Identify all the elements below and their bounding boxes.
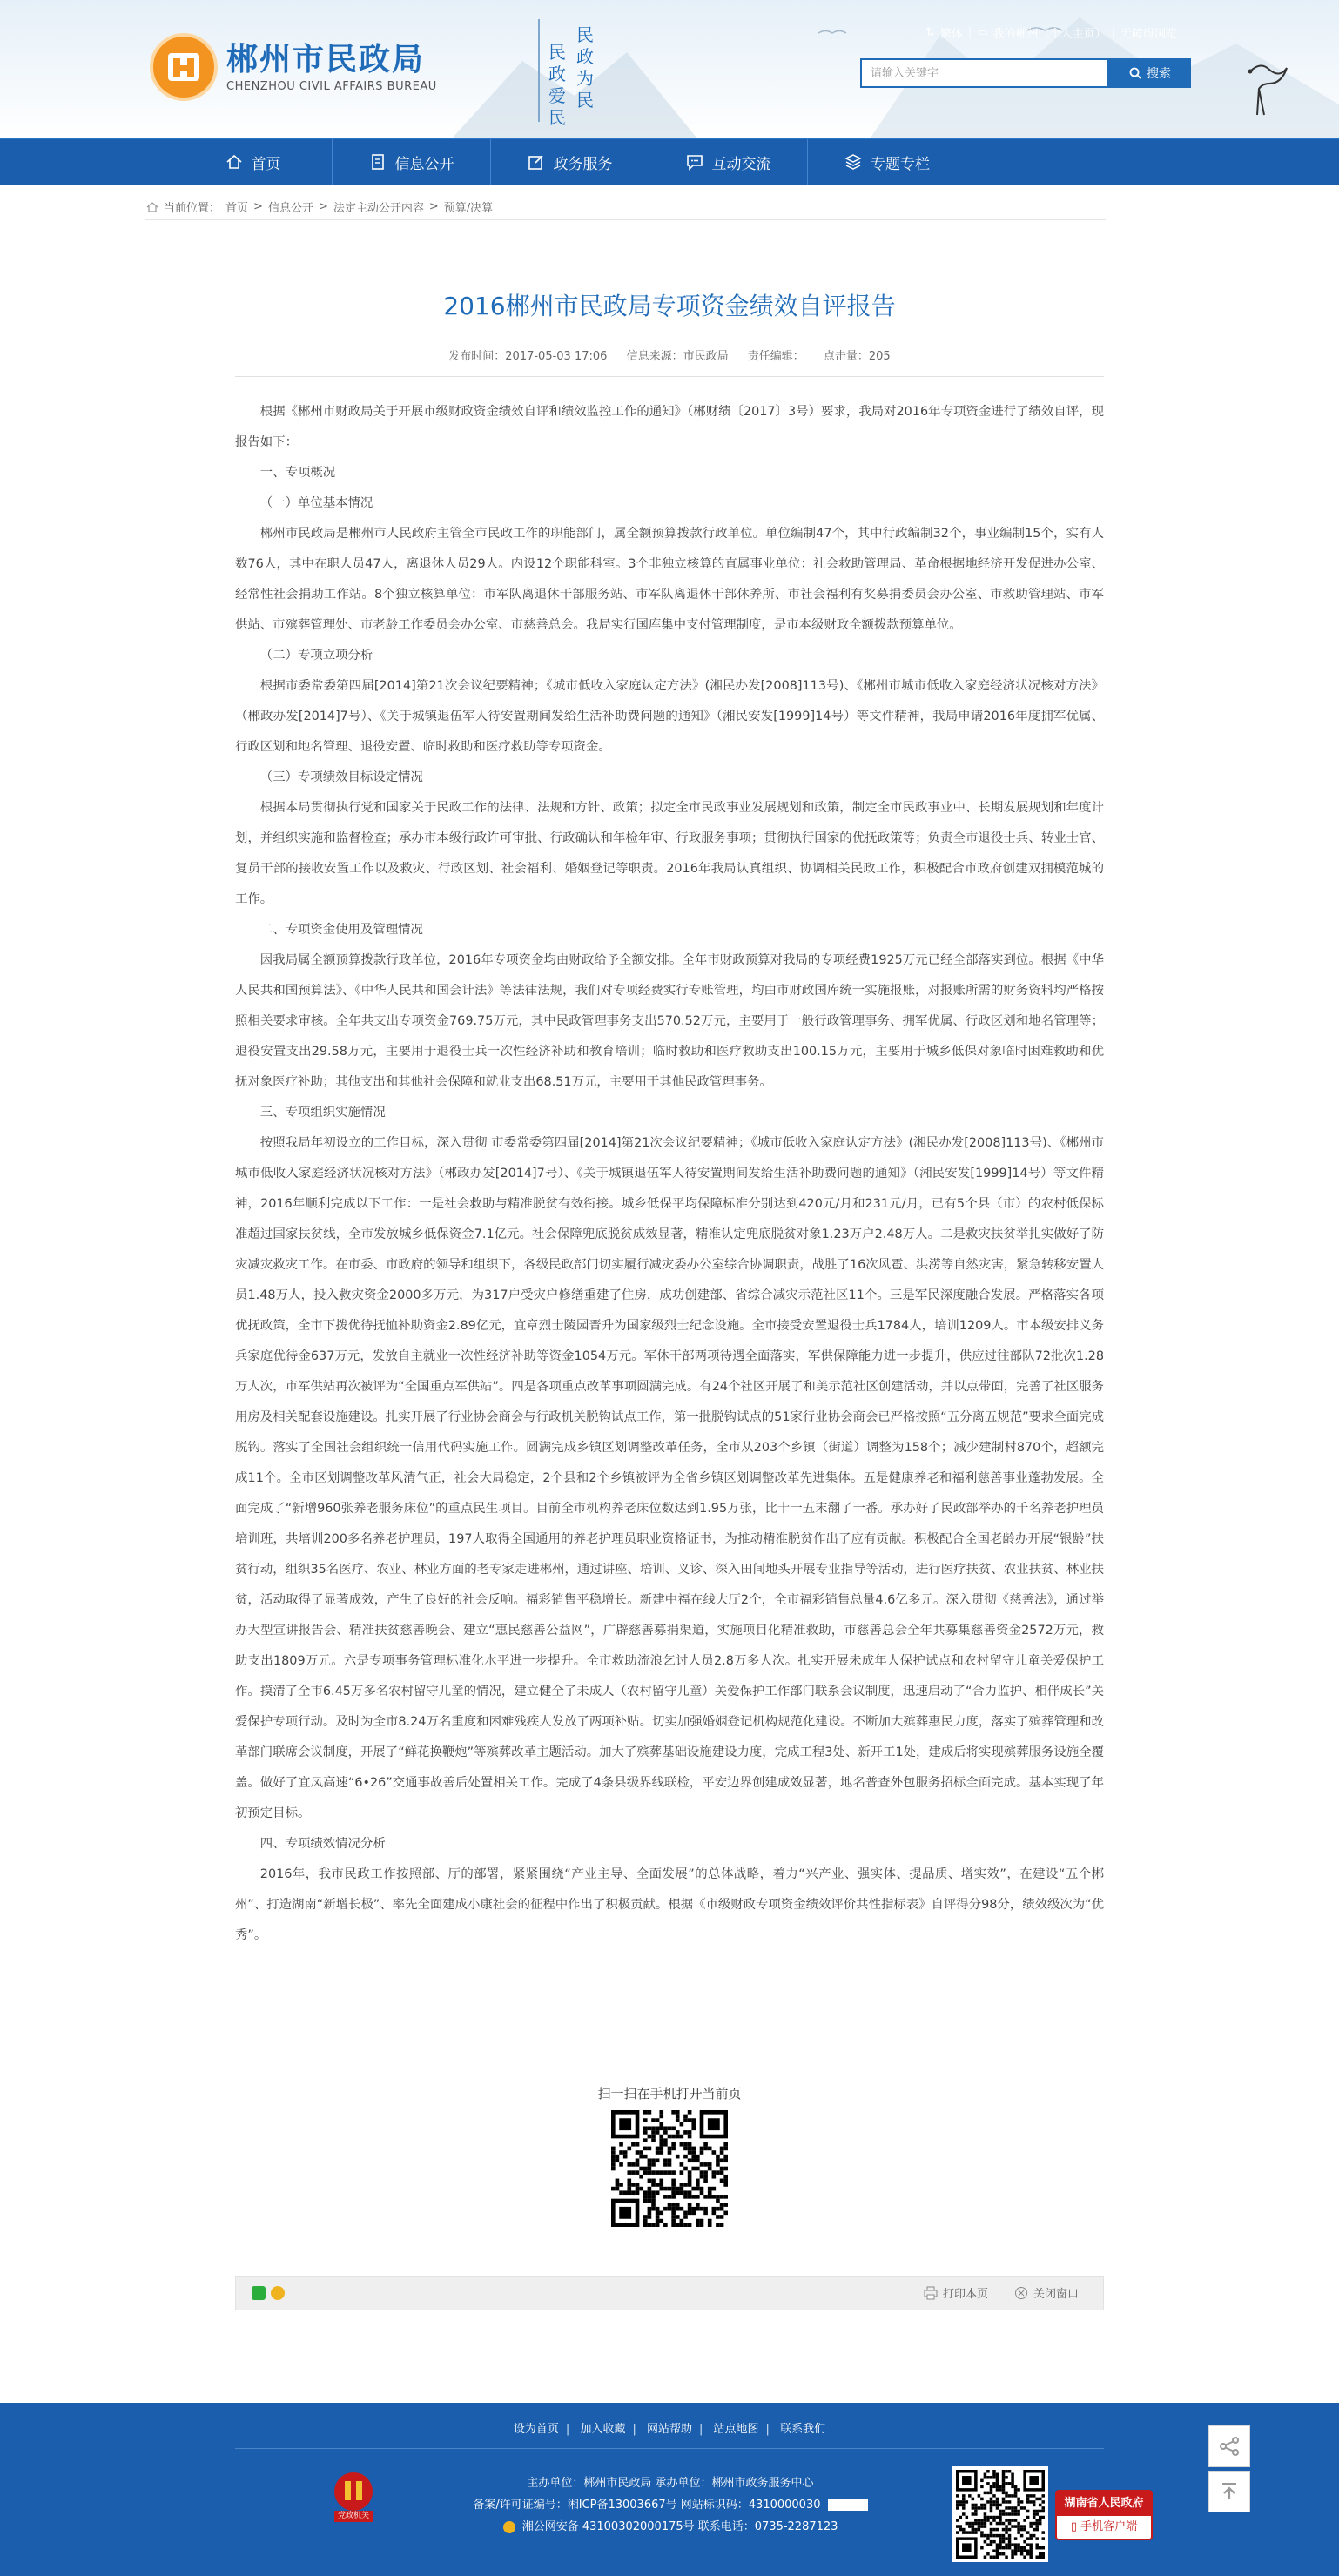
top-links [925, 24, 1177, 41]
close-label: 关闭窗口 [1033, 2288, 1080, 2301]
slogan-left: 民政爱民 [548, 42, 566, 128]
client-badge-subtitle [1057, 2516, 1151, 2539]
police-info [409, 2516, 932, 2538]
article-subheading: （一）单位基本情况 [259, 496, 373, 510]
monitor-icon: ▭ [977, 26, 988, 39]
breadcrumb-sep: > [428, 200, 439, 213]
qr-caption: 扫一扫在手机打开当前页 [597, 2086, 742, 2102]
print-label: 打印本页 [943, 2288, 989, 2301]
breadcrumb-sep: > [253, 200, 263, 213]
separator: | [632, 2423, 636, 2436]
document-icon [369, 153, 387, 171]
info-source: 信息来源：市民政局 [626, 350, 729, 363]
logo-icon [163, 46, 205, 88]
close-window-button[interactable] [1014, 2284, 1079, 2301]
float-share-button[interactable] [1208, 2425, 1250, 2467]
nav-info-disclosure[interactable] [333, 139, 491, 185]
crane-icon [1243, 54, 1292, 117]
layers-icon [844, 153, 862, 171]
slogan [538, 19, 601, 128]
nav-home[interactable] [174, 139, 333, 185]
back-to-top-button[interactable] [1208, 2471, 1250, 2512]
nav-gov-services-label: 政务服务 [553, 155, 613, 173]
article-paragraph: 按照我局年初设立的工作目标，深入贯彻 市委常委第四届[2014]第21次会议纪要精神；《城市低收入家庭认定方法》(湘民办发[2008]113号)、《郴州市城市低收入家庭经济状况核对方法》（郴政办发[2014]7号）、《关于城镇退伍军人待安置期间发给生活补助费问题的通知》（湘民安发[1999]14号）等文件精神，2016年顺利完成以下工作：一是社会救助与精准脱贫有效衔接。城乡低保平均保障标准分别达到420元/月和231元/月，已有5个县（市）的农村低保标准超过国家扶贫线，全市发放城乡低保资金7.1亿元。社会保障兜底脱贫成效显著，精准认定兜底脱贫对象1.23万户2.48万人。二是救灾扶贫举扎实做好了防灾减灾救灾工作。在市委、市政府的领导和组织下，各级民政部门切实履行减灾委办公室综合协调职责，战胜了16次风雹、洪涝等自然灾害，紧急转移安置人员1.48万人，投入救灾资金2000多万元，为317户受灾户修缮重建了住房，成功创建部、省综合减灾示范社区11个。三是军民深度融合发展。严格落实各项优抚政策，全市下拨优待抚恤补助资金2.89亿元，宜章烈士陵园晋升为国家级烈士纪念设施。全市接受安置退役士兵1784人，培训1209人。市本级安排义务兵家庭优待金637万元，发放自主就业一次性经济补助等资金1054万元。军休干部两项待遇全面落实，军供保障能力进一步提升，供应过往部队72批次1.28万人次，市军供站再次被评为“全国重点军供站”。四是各项重点改革事项圆满完成。有24个社区开展了和美示范社区创建活动，并以点带面，完善了社区服务用房及相关配套设施建设。扎实开展了行业协会商会与行政机关脱钩试点工作，第一批脱钩试点的51家行业协会商会已严格按照“五分离五规范”要求全面完成脱钩。落实了全国社会组织统一信用代码实施工作。圆满完成乡镇区划调整改革任务，全市从203个乡镇（街道）调整为158个；减少建制村870个，超额完成11个。全市区划调整改革风清气正，社会大局稳定，2个县和2个乡镇被评为全省乡镇区划调整改革先进集体。五是健康养老和福利慈善事业蓬勃发展。全面完成了“新增960张养老服务床位”的重点民生项目。目前全市机构养老床位数达到1.95万张，比十一五末翻了一番。承办好了民政部举办的千名养老护理员培训班，共培训200多名养老护理员，197人取得全国通用的养老护理员职业资格证书，为推动精准脱贫作出了应有贡献。积极配合全国老龄办开展“银龄”扶贫行动，组织35名医疗、农业、林业方面的老专家走进郴州，通过讲座、培训、义诊、深入田间地头开展专业指导等活动，进行医疗扶贫、农业扶贫、林业扶贫，活动取得了显著成效，产生了良好的社会反响。福彩销售平稳增长。新建中福在线大厅2个，全市福彩销售总量4.6亿多元。深入贯彻《慈善法》，通过举办大型宣讲报告会、精准扶贫慈善晚会、建立“惠民慈善公益网”，广辟慈善募捐渠道，实施项目化精准救助，市慈善总会全年共募集慈善资金2572万元，救助支出1809万元。六是专项事务管理标准化水平进一步提升。全市救助流浪乞讨人员2.8万多人次。扎实开展未成年人保护试点和农村留守儿童关爱保护工作。摸清了全市6.45万多名农村留守儿童的情况，建立健全了未成人（农村留守儿童）关爱保护工作部门联系会议制度，迅速启动了“合力监护、相伴成长”关爱保护专项行动。及时为全市8.24万名重度和困难残疾人发放了两项补贴。切实加强婚姻登记机构规范化建设。不断加大殡葬惠民力度，落实了殡葬管理和改革部门联席会议制度，开展了“鲜花换鞭炮”等殡葬改革主题活动。加大了殡葬基础设施建设力度，完成工程3处、新开工1处，建成后将实现殡葬服务设施全覆盖。做好了宜凤高速“6•26”交通事故善后处置相关工作。完成了4条县级界线联检，平安边界创建成效显著，地名普查外包服务招标全面完成。基本实现了年初预定目标。 [235, 1136, 1104, 1820]
client-badge-subtitle-text: 手机客户端 [1080, 2520, 1138, 2533]
site-title[interactable]: 郴州市民政局 [226, 42, 426, 77]
search-button[interactable] [1109, 58, 1191, 88]
separator: | [765, 2423, 770, 2436]
printer-icon [924, 2286, 938, 2300]
phone-icon: ▯ [1070, 2520, 1081, 2533]
icp-text: 备案/许可证编号：湘ICP备13003667号 网站标识码：4310000030 [473, 2499, 821, 2512]
footer-info [409, 2472, 932, 2538]
article-paragraph: 因我局属全额预算拨款行政单位，2016年专项资金均由财政给予全额安排。全年市财政预算对我局的专项经费1925万元已经全部落实到位。根据《中华人民共和国预算法》、《中华人民共和国会计法》等法律法规，我们对专项经费实行专账管理，均由市财政国库统一实施报账，对报账所需的财务资料均严格按照相关要求审核。全年共支出专项资金769.75万元，其中民政管理事务支出570.52万元，主要用于一般行政管理事务、拥军优属、行政区划和地名管理等；退役安置支出29.58万元，主要用于退役士兵一次性经济补助和教育培训；临时救助和医疗救助支出100.15万元，主要用于城乡低保对象临时困难救助和优抚对象医疗补助；其他支出和其他社会保障和就业支出68.51万元，主要用于其他民政管理事务。 [235, 953, 1104, 1089]
gov-agency-badge[interactable] [331, 2471, 376, 2523]
breadcrumb [146, 198, 493, 215]
search-input[interactable]: 请输入关键字 [860, 58, 1109, 88]
publish-time: 发布时间：2017-05-03 17:06 [448, 350, 608, 363]
breadcrumb-sep: > [318, 200, 328, 213]
cnzz-badge[interactable] [828, 2499, 868, 2511]
article-paragraph: 根据市委常委第四届[2014]第21次会议纪要精神；《城市低收入家庭认定方法》(湘民办发[2008]113号)、《郴州市城市低收入家庭经济状况核对方法》（郴政办发[2014]7号）、《关于城镇退伍军人待安置期间发给生活补助费问题的通知》（湘民安发[1999]14号）等文件精神，我局申请2016年度拥军优属、行政区划和地名管理、退役安置、临时救助和医疗救助等专项资金。 [235, 679, 1104, 754]
main-nav [0, 138, 1339, 185]
article-body [235, 397, 1104, 1951]
provincial-client-badge[interactable] [1055, 2490, 1153, 2540]
share-icon [1218, 2435, 1241, 2458]
chat-icon [686, 153, 703, 171]
wechat-share-icon[interactable] [252, 2286, 266, 2300]
breadcrumb-home[interactable]: 首页 [225, 202, 249, 215]
footer-links [0, 2419, 1339, 2436]
my-homepage-link[interactable]: 我的郴州（个人主页） [992, 28, 1107, 41]
site-header [0, 0, 1339, 138]
contact-link[interactable]: 联系我们 [780, 2423, 826, 2436]
close-icon [1014, 2286, 1028, 2300]
add-favorite-link[interactable]: 加入收藏 [580, 2423, 626, 2436]
click-count: 点击量：205 [823, 350, 891, 363]
article-title: 2016郴州市民政局专项资金绩效自评报告 [443, 292, 896, 320]
article-heading: 一、专项概况 [259, 466, 336, 480]
police-badge-icon [503, 2521, 515, 2533]
article-subheading: （三）专项绩效目标设定情况 [259, 770, 423, 784]
article-heading: 四、专项绩效情况分析 [259, 1837, 386, 1851]
client-badge-title: 湖南省人民政府 [1057, 2492, 1151, 2516]
print-button[interactable] [924, 2284, 988, 2301]
separator: | [967, 26, 972, 39]
site-footer [0, 2403, 1339, 2576]
article-meta [235, 346, 1104, 363]
home-icon [146, 201, 158, 213]
footer-qr-code-icon [952, 2466, 1048, 2562]
traditional-link[interactable]: 繁体 [939, 28, 963, 41]
site-help-link[interactable]: 网站帮助 [646, 2423, 692, 2436]
separator: | [699, 2423, 703, 2436]
breadcrumb-prefix: 当前位置： [164, 202, 221, 215]
nav-home-label: 首页 [251, 155, 281, 173]
arrow-up-icon [1218, 2480, 1241, 2503]
divider [235, 376, 1104, 377]
divider [145, 219, 1106, 220]
nav-special-topics-label: 专题专栏 [871, 155, 930, 173]
edit-icon [528, 153, 545, 171]
nav-gov-services[interactable] [491, 139, 649, 185]
traditional-icon: ⇅ [925, 26, 935, 39]
nav-info-disclosure-label: 信息公开 [394, 155, 454, 173]
nav-interaction-label: 互动交流 [711, 155, 771, 173]
divider [235, 2448, 1104, 2449]
article-paragraph: 根据本局贯彻执行党和国家关于民政工作的法律、法规和方针、政策；拟定全市民政事业发展规划和政策，制定全市民政事业中、长期发展规划和年度计划，并组织实施和监督检查；承办市本级行政许可审批、行政确认和年检年审、行政服务事项；贯彻执行国家的优抚政策等；负责全市退役士兵、转业士官、复员干部的接收安置工作以及救灾、行政区划、社会福利、婚姻登记等职责。2016年我局认真组织、协调相关民政工作，积极配合市政府创建双拥模范城的工作。 [235, 801, 1104, 906]
nav-special-topics[interactable] [808, 139, 966, 185]
gov-badge-label: 党政机关 [337, 2512, 369, 2520]
breadcrumb-budget[interactable]: 预算/决算 [443, 202, 494, 215]
accessibility-link[interactable]: 无障碍浏览 [1120, 28, 1178, 41]
search-button-label: 搜索 [1147, 67, 1171, 81]
host-info: 主办单位：郴州市民政局 承办单位：郴州市政务服务中心 [527, 2477, 814, 2490]
set-homepage-link[interactable]: 设为首页 [513, 2423, 559, 2436]
breadcrumb-info[interactable]: 信息公开 [267, 202, 313, 215]
article-heading: 三、专项组织实施情况 [259, 1106, 386, 1120]
icp-info [409, 2494, 932, 2516]
weibo-share-icon[interactable] [271, 2286, 285, 2300]
site-subtitle: CHENZHOU CIVIL AFFAIRS BUREAU [226, 80, 437, 93]
editor: 责任编辑： [747, 350, 804, 363]
share-bar [235, 2276, 1104, 2310]
police-text: 湘公网安备 43100302000175号 联系电话：0735-2287123 [521, 2520, 838, 2533]
home-icon [225, 153, 243, 171]
share-icons [252, 2286, 285, 2300]
nav-interaction[interactable] [649, 139, 808, 185]
search-icon [1129, 67, 1141, 79]
article-paragraph: 根据《郴州市财政局关于开展市级财政资金绩效自评和绩效监控工作的通知》（郴财绩〔2017〕3号）要求，我局对2016年专项资金进行了绩效自评，现报告如下： [235, 405, 1104, 449]
qr-code-icon [611, 2110, 728, 2227]
sitemap-link[interactable]: 站点地图 [713, 2423, 759, 2436]
separator: | [1111, 26, 1116, 39]
breadcrumb-statutory[interactable]: 法定主动公开内容 [333, 202, 424, 215]
logo-emblem[interactable] [150, 33, 218, 101]
separator: | [565, 2423, 570, 2436]
article-paragraph: 郴州市民政局是郴州市人民政府主管全市民政工作的职能部门，属全额预算拨款行政单位。单位编制47个，其中行政编制32个，事业编制15个，实有人数76人，其中在职人员47人，离退休人员29人。内设12个职能科室。3个非独立核算的直属事业单位：社会救助管理局、革命根据地经济开发促进办公室、经常性社会捐助工作站。8个独立核算单位：市军队离退休干部服务站、市军队离退休干部休养所、市社会福利有奖募捐委员会办公室、市救助管理站、市军供站、市殡葬管理处、市老龄工作委员会办公室、市慈善总会。我局实行国库集中支付管理制度，是市本级财政全额拨款预算单位。 [235, 527, 1104, 632]
slogan-right: 民政为民 [576, 24, 594, 111]
article-subheading: （二）专项立项分析 [259, 649, 373, 662]
article-heading: 二、专项资金使用及管理情况 [259, 923, 423, 937]
article-paragraph: 2016年，我市民政工作按照部、厅的部署，紧紧围绕“产业主导、全面发展”的总体战略，着力“兴产业、强实体、提品质、增实效”，在建设“五个郴州”、打造湖南“新增长极”、率先全面建成小康社会的征程中作出了积极贡献。根据《市级财政专项资金绩效评价共性指标表》自评得分98分，绩效级次为“优秀”。 [235, 1867, 1104, 1942]
